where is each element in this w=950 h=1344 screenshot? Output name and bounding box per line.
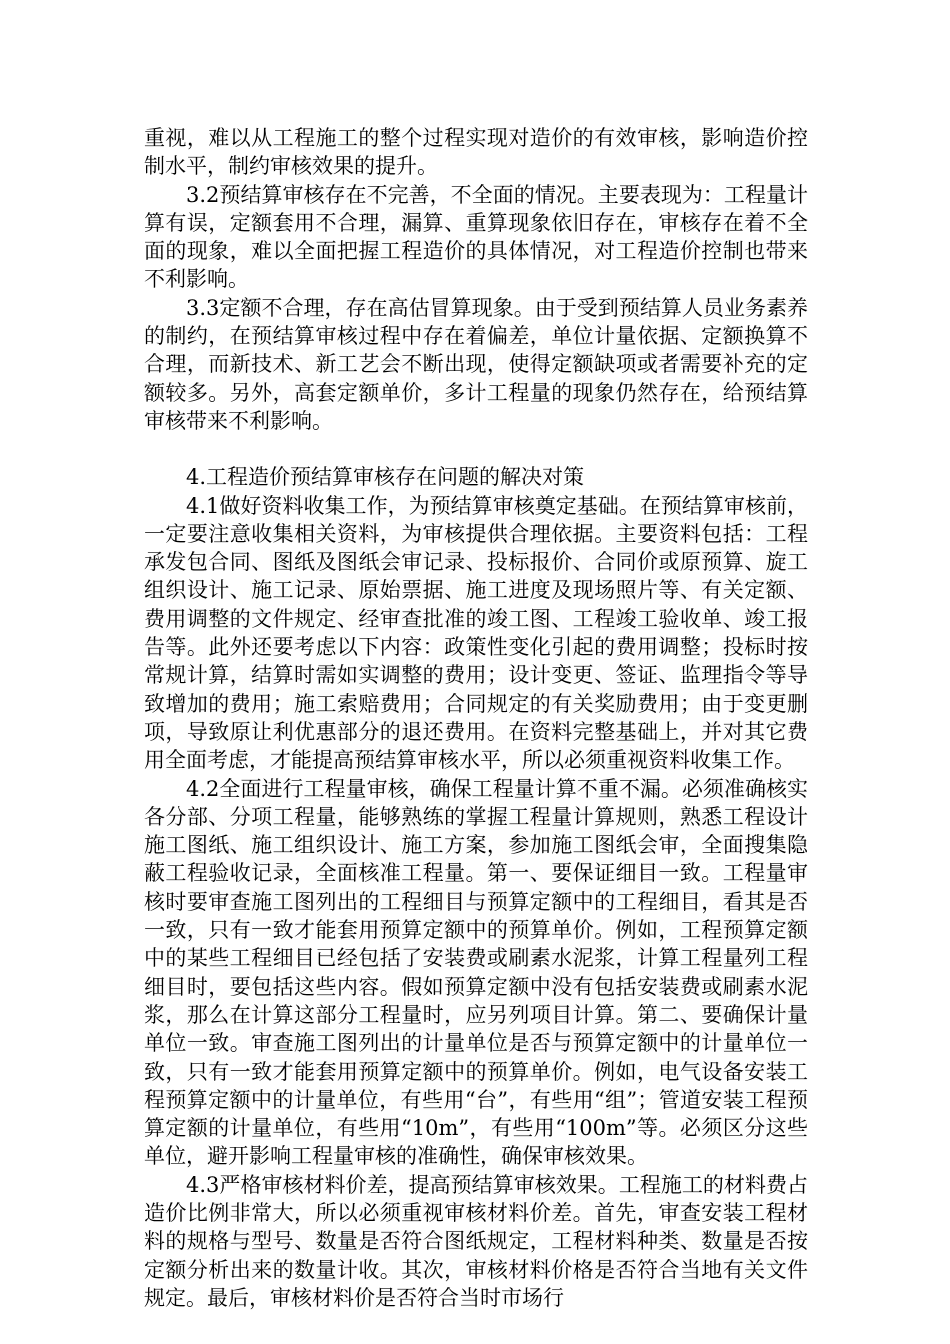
paragraph-4-2: 4.2全面进行工程量审核，确保工程量计算不重不漏。必须准确核实各分部、分项工程量，能够熟练的掌握工程量计算规则，熟悉工程设计施工图纸、施工组织设计、施工方案，参加施工图纸会审，全面搜集隐蔽工程验收记录，全面核准工程量。第一、要保证细目一致。工程量审核时要审查施工图列出的工程细目与预算定额中的工程细目，看其是否一致，只有一致才能套用预算定额中的预算单价。例如，工程预算定额中的某些工程细目已经包括了安装费或刷素水泥浆，计算工程量列工程细目时，要包括这些内容。假如预算定额中没有包括安装费或刷素水泥浆，那么在计算这部分工程量时，应另列项目计算。第二、要确保计量单位一致。审查施工图列出的计量单位是否与预算定额中的计量单位一致，只有一致才能套用预算定额中的预算单价。例如，电气设备安装工程预算定额中的计量单位，有些用“台”，有些用“组”；管道安装工程预算定额的计量单位，有些用“10m”，有些用“100m”等。必须区分这些单位，避开影响工程量审核的准确性，确保审核效果。: [144, 776, 808, 1169]
paragraph-3-2: 3.2预结算审核存在不完善，不全面的情况。主要表现为：工程量计算有误，定额套用不合理，漏算、重算现象依旧存在，审核存在着不全面的现象，难以全面把握工程造价的具体情况，对工程造价控制也带来不利影响。: [144, 182, 808, 292]
paragraph-3-3: 3.3定额不合理，存在高估冒算现象。由于受到预结算人员业务素养的制约，在预结算审核过程中存在着偏差，单位计量依据、定额换算不合理，而新技术、新工艺会不断出现，使得定额缺项或者需要补充的定额较多。另外，高套定额单价，多计工程量的现象仍然存在，给预结算审核带来不利影响。: [144, 295, 808, 433]
paragraph-4-1: 4.1做好资料收集工作，为预结算审核奠定基础。在预结算审核前，一定要注意收集相关资料，为审核提供合理依据。主要资料包括：工程承发包合同、图纸及图纸会审记录、投标报价、合同价或原预算、旋工组织设计、施工记录、原始票据、施工进度及现场照片等、有关定额、费用调整的文件规定、经审查批准的竣工图、工程竣工验收单、竣工报告等。此外还要考虑以下内容：政策性变化引起的费用调整；投标时按常规计算，结算时需如实调整的费用；设计变更、签证、监理指令等导致增加的费用；施工索赔费用；合同规定的有关奖励费用；由于变更删项，导致原让利优惠部分的退还费用。在资料完整基础上，并对其它费用全面考虑，才能提高预结算审核水平，所以必须重视资料收集工作。: [144, 493, 808, 773]
paragraph-4-3: 4.3严格审核材料价差，提高预结算审核效果。工程施工的材料费占造价比例非常大，所以必须重视审核材料价差。首先，审查安装工程材料的规格与型号、数量是否符合图纸规定，工程材料种类、数量是否按定额分析出来的数量计收。其次，审核材料价格是否符合当地有关文件规定。最后，审核材料价是否符合当时市场行: [144, 1172, 808, 1310]
paragraph-continuation: 重视，难以从工程施工的整个过程实现对造价的有效审核，影响造价控制水平，制约审核效果的提升。: [144, 126, 808, 179]
section-heading-4: 4.工程造价预结算审核存在问题的解决对策: [186, 465, 585, 490]
document-page: [144, 124, 808, 1312]
